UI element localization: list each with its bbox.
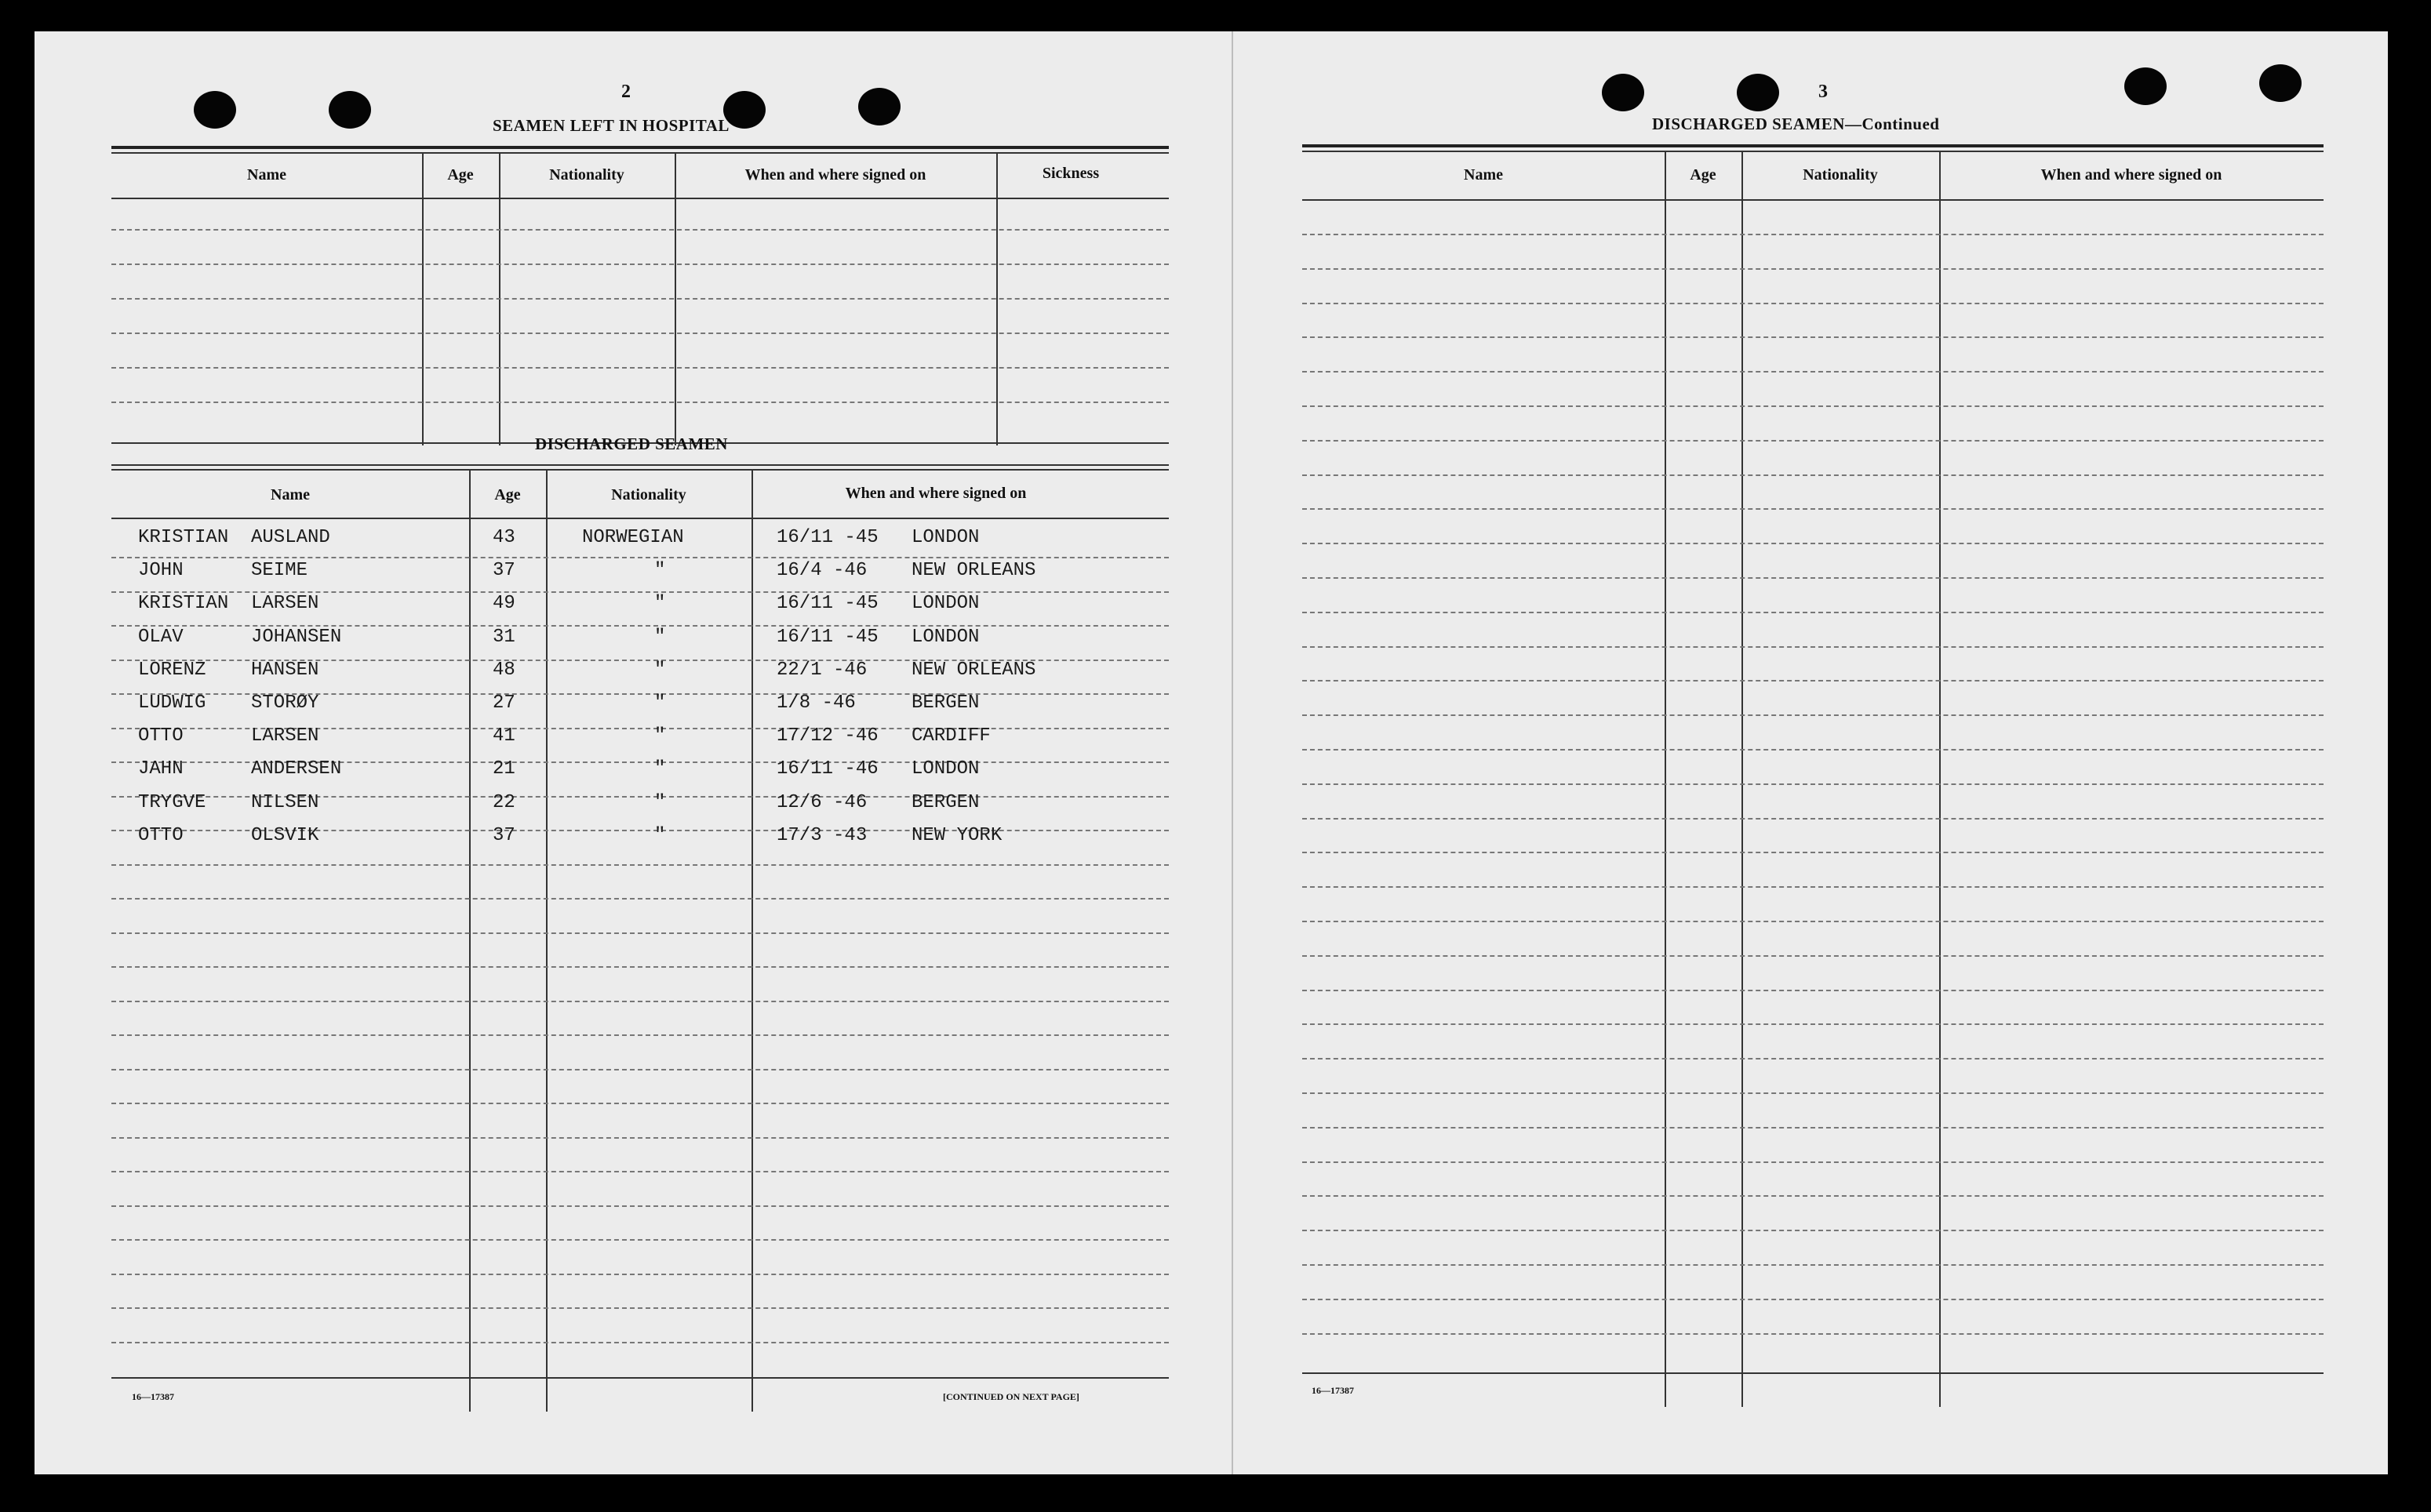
ruled-line (1302, 1092, 2324, 1094)
punch-hole (1602, 74, 1644, 111)
right-col-name: Name (1464, 166, 1503, 184)
hospital-col-age: Age (447, 166, 474, 184)
punch-hole (1737, 74, 1779, 111)
right-col-age: Age (1690, 166, 1716, 184)
seaman-nationality: " (654, 593, 666, 615)
seaman-first-name: JAHN (138, 758, 184, 780)
punch-hole (2259, 64, 2302, 102)
ruled-line (1302, 818, 2324, 820)
seaman-first-name: LORENZ (138, 659, 206, 681)
footer-form-number-right: 16—17387 (1312, 1385, 1354, 1396)
seaman-first-name: TRYGVE (138, 791, 206, 813)
ruled-line (111, 864, 1169, 866)
discharged-col-divider (546, 471, 548, 1412)
ruled-line (1302, 268, 2324, 270)
seaman-nationality: " (654, 791, 666, 813)
seaman-last-name: HANSEN (251, 659, 319, 681)
ruled-line (1302, 577, 2324, 579)
ruled-line (1302, 234, 2324, 235)
discharged-top-rule-2 (111, 469, 1169, 471)
ruled-line (1302, 1058, 2324, 1059)
punch-hole (194, 91, 236, 129)
right-bottom-rule (1302, 1372, 2324, 1374)
discharged-col-signed-on: When and where signed on (845, 485, 1027, 502)
ruled-line (111, 591, 1169, 593)
ruled-line (111, 1307, 1169, 1309)
ruled-line (111, 1274, 1169, 1275)
ruled-line (1302, 1230, 2324, 1231)
ruled-line (111, 333, 1169, 334)
ruled-line (1302, 955, 2324, 957)
left-bottom-rule (111, 1377, 1169, 1379)
discharged-col-divider (469, 471, 471, 1412)
document-sheet (35, 31, 2388, 1474)
seaman-nationality: " (654, 692, 666, 714)
hospital-section-title: SEAMEN LEFT IN HOSPITAL (493, 116, 730, 135)
seaman-last-name: LARSEN (251, 593, 319, 615)
punch-hole (858, 88, 901, 125)
seaman-age: 22 (493, 791, 515, 813)
seaman-last-name: AUSLAND (251, 527, 330, 548)
discharged-section-title: DISCHARGED SEAMEN (535, 434, 728, 453)
ruled-line (111, 898, 1169, 900)
ruled-line (1302, 921, 2324, 922)
signed-on-date: 17/12 -46 (777, 725, 879, 747)
ruled-line (1302, 405, 2324, 407)
signed-on-date: 16/11 -45 (777, 593, 879, 615)
page-number-right: 3 (1818, 82, 1828, 102)
hospital-col-sickness: Sickness (1042, 165, 1100, 182)
ruled-line (1302, 680, 2324, 681)
seaman-nationality: " (654, 824, 666, 846)
ruled-line (1302, 886, 2324, 888)
right-page-title: DISCHARGED SEAMEN—Continued (1652, 114, 1940, 133)
ruled-line (111, 402, 1169, 403)
seaman-last-name: JOHANSEN (251, 626, 342, 648)
signed-on-place: NEW ORLEANS (912, 560, 1036, 582)
ruled-line (1302, 1195, 2324, 1197)
punch-hole (723, 91, 766, 129)
seaman-first-name: OLAV (138, 626, 184, 648)
ruled-line (1302, 474, 2324, 476)
ruled-line (1302, 543, 2324, 544)
hospital-top-rule (111, 146, 1169, 149)
hospital-col-nationality: Nationality (549, 166, 624, 184)
seaman-first-name: LUDWIG (138, 692, 206, 714)
ruled-line (111, 1001, 1169, 1002)
signed-on-place: LONDON (912, 527, 980, 548)
ruled-line (111, 298, 1169, 300)
ruled-line (1302, 1023, 2324, 1025)
ruled-line (1302, 336, 2324, 338)
ruled-line (111, 367, 1169, 369)
seaman-age: 41 (493, 725, 515, 747)
hospital-header-rule (111, 198, 1169, 199)
seaman-age: 21 (493, 758, 515, 780)
seaman-nationality: " (654, 626, 666, 648)
punch-hole (329, 91, 371, 129)
seaman-age: 48 (493, 659, 515, 681)
ruled-line (1302, 440, 2324, 442)
ruled-line (1302, 371, 2324, 373)
seaman-nationality: " (654, 725, 666, 747)
ruled-line (1302, 783, 2324, 785)
ruled-line (111, 966, 1169, 968)
seaman-last-name: LARSEN (251, 725, 319, 747)
seaman-nationality: " (654, 659, 666, 681)
right-col-divider (1939, 152, 1941, 1407)
page-fold (1232, 31, 1233, 1474)
signed-on-date: 16/11 -45 (777, 626, 879, 648)
ruled-line (1302, 990, 2324, 991)
ruled-line (111, 932, 1169, 934)
ruled-line (111, 1137, 1169, 1139)
signed-on-place: NEW YORK (912, 824, 1003, 846)
signed-on-place: LONDON (912, 758, 980, 780)
ruled-line (1302, 646, 2324, 648)
seaman-age: 43 (493, 527, 515, 548)
discharged-col-age: Age (494, 486, 521, 503)
ruled-line (111, 557, 1169, 558)
signed-on-place: LONDON (912, 593, 980, 615)
seaman-last-name: OLSVIK (251, 824, 319, 846)
discharged-col-nationality: Nationality (611, 486, 686, 503)
seaman-last-name: SEIME (251, 560, 308, 582)
ruled-line (1302, 303, 2324, 304)
signed-on-place: LONDON (912, 626, 980, 648)
signed-on-place: CARDIFF (912, 725, 991, 747)
seaman-nationality: NORWEGIAN (582, 527, 684, 548)
ruled-line (111, 264, 1169, 265)
seaman-last-name: ANDERSEN (251, 758, 342, 780)
signed-on-date: 1/8 -46 (777, 692, 856, 714)
right-col-nationality: Nationality (1803, 166, 1878, 184)
ruled-line (1302, 1299, 2324, 1300)
right-top-rule (1302, 144, 2324, 147)
discharged-top-rule (111, 464, 1169, 466)
signed-on-date: 16/4 -46 (777, 560, 868, 582)
signed-on-date: 17/3 -43 (777, 824, 868, 846)
right-col-divider (1741, 152, 1743, 1407)
discharged-col-divider (751, 471, 753, 1412)
right-header-rule (1302, 199, 2324, 201)
seaman-nationality: " (654, 758, 666, 780)
ruled-line (111, 229, 1169, 231)
seaman-age: 27 (493, 692, 515, 714)
ruled-line (1302, 749, 2324, 751)
hospital-col-name: Name (247, 166, 286, 184)
signed-on-place: BERGEN (912, 692, 980, 714)
ruled-line (111, 1171, 1169, 1172)
ruled-line (111, 1205, 1169, 1207)
seaman-first-name: OTTO (138, 824, 184, 846)
seaman-age: 37 (493, 560, 515, 582)
seaman-age: 37 (493, 824, 515, 846)
footer-continued: [CONTINUED ON NEXT PAGE] (943, 1391, 1079, 1402)
signed-on-date: 12/6 -46 (777, 791, 868, 813)
right-col-divider (1665, 152, 1666, 1407)
punch-hole (2124, 67, 2167, 105)
ruled-line (1302, 1264, 2324, 1266)
ruled-line (1302, 1333, 2324, 1335)
discharged-col-name: Name (271, 486, 310, 503)
page-number-left: 2 (621, 82, 631, 102)
signed-on-date: 16/11 -46 (777, 758, 879, 780)
ruled-line (1302, 714, 2324, 716)
ruled-line (111, 1069, 1169, 1070)
hospital-top-rule-2 (111, 152, 1169, 154)
ruled-line (111, 1239, 1169, 1241)
seaman-first-name: KRISTIAN (138, 593, 229, 615)
signed-on-date: 16/11 -45 (777, 527, 879, 548)
seaman-first-name: OTTO (138, 725, 184, 747)
right-top-rule-2 (1302, 151, 2324, 152)
seaman-last-name: NILSEN (251, 791, 319, 813)
discharged-header-rule (111, 518, 1169, 519)
hospital-col-signed-on: When and where signed on (744, 166, 926, 184)
signed-on-date: 22/1 -46 (777, 659, 868, 681)
ruled-line (1302, 508, 2324, 510)
seaman-first-name: KRISTIAN (138, 527, 229, 548)
seaman-first-name: JOHN (138, 560, 184, 582)
seaman-age: 31 (493, 626, 515, 648)
signed-on-place: NEW ORLEANS (912, 659, 1036, 681)
ruled-line (111, 1342, 1169, 1343)
ruled-line (1302, 612, 2324, 613)
ruled-line (1302, 1127, 2324, 1129)
right-col-signed-on: When and where signed on (2040, 166, 2222, 184)
signed-on-place: BERGEN (912, 791, 980, 813)
seaman-last-name: STORØY (251, 692, 319, 714)
seaman-nationality: " (654, 560, 666, 582)
ruled-line (1302, 852, 2324, 853)
ruled-line (1302, 1161, 2324, 1163)
ruled-line (111, 1034, 1169, 1036)
ruled-line (111, 1103, 1169, 1104)
seaman-age: 49 (493, 593, 515, 615)
footer-form-number-left: 16—17387 (132, 1391, 174, 1402)
